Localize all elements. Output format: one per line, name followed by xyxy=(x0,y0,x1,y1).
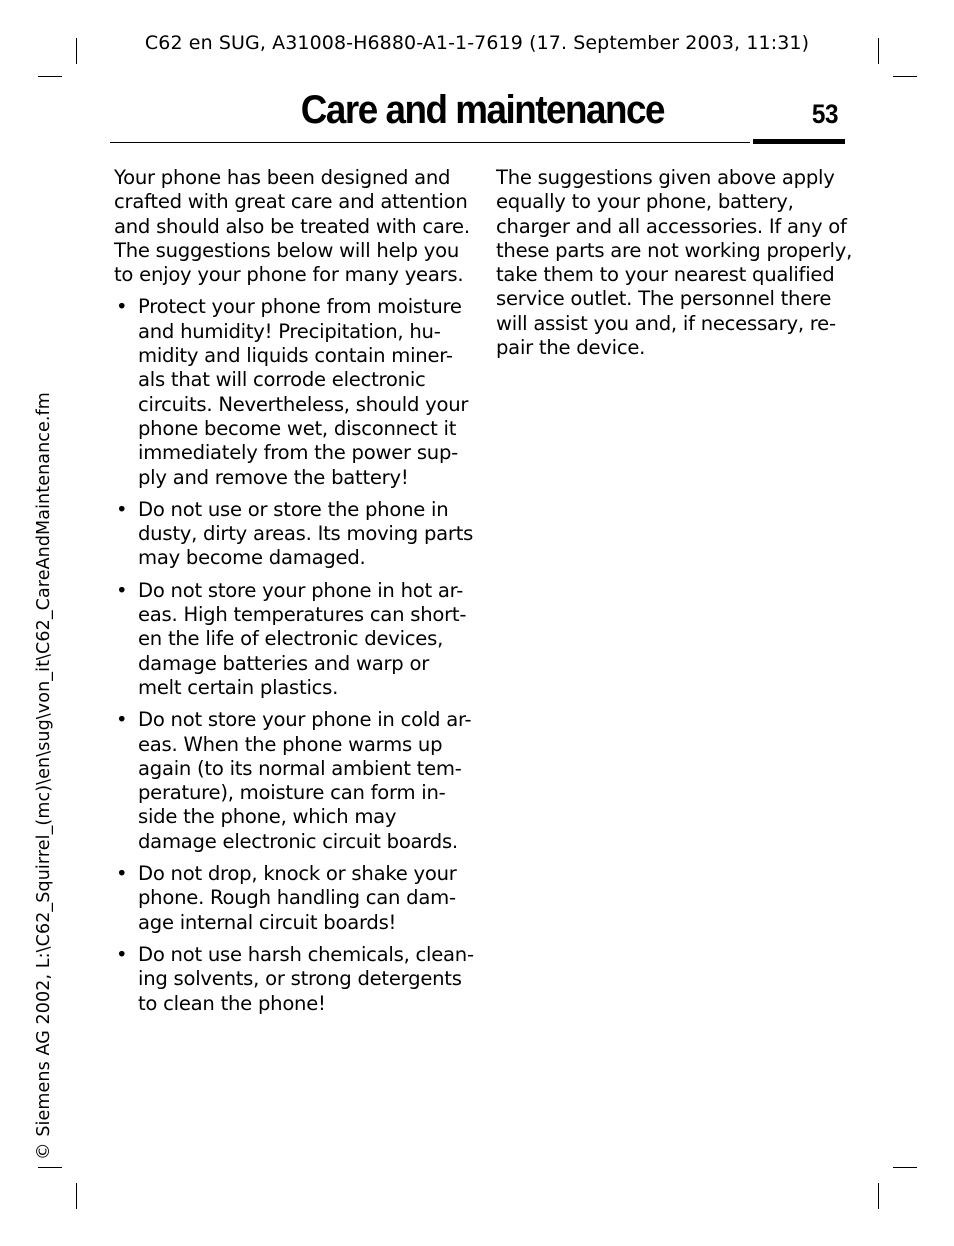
tip-line: • Do not use or store the phone in xyxy=(138,497,449,521)
tip-line: ply and remove the battery! xyxy=(138,465,409,489)
crop-mark-top-left-horizontal xyxy=(38,76,62,77)
care-tip-cold xyxy=(114,708,472,854)
tip-line: ing solvents, or strong detergents xyxy=(138,967,462,991)
tip-line: midity and liquids contain miner- xyxy=(138,344,453,368)
tip-line: als that will corrode electronic xyxy=(138,368,426,392)
print-header: C62 en SUG, A31008-H6880-A1-1-7619 (17. September 2003, 11:31) xyxy=(144,32,810,54)
right-line: The suggestions given above apply xyxy=(496,166,835,189)
right-line: take them to your nearest qualified xyxy=(496,263,835,287)
crop-mark-bottom-left-vertical xyxy=(76,1183,77,1209)
copyright-text: © Siemens AG 2002, L:\C62_Squirrel_(mc)\en\sug\von_it\C62_CareAndMaintenance.fm xyxy=(34,392,54,1160)
page-title: Care and maintenance xyxy=(300,88,664,132)
tip-line: immediately from the power sup- xyxy=(138,441,458,465)
tip-line: dusty, dirty areas. Its moving parts xyxy=(138,522,474,546)
right-line: service outlet. The personnel there xyxy=(496,287,832,311)
tip-line: again (to its normal ambient tem- xyxy=(138,756,462,780)
care-tip-chemicals xyxy=(114,942,474,1016)
crop-mark-top-right-horizontal xyxy=(893,76,917,77)
crop-mark-bottom-right-vertical xyxy=(878,1183,879,1209)
tip-line: • Do not use harsh chemicals, clean- xyxy=(138,942,474,966)
page-number: 53 xyxy=(811,99,839,129)
right-column xyxy=(496,166,853,368)
intro-line: Your phone has been designed and xyxy=(114,166,451,189)
care-tip-moisture xyxy=(114,295,469,489)
tip-line: damage electronic circuit boards. xyxy=(138,829,458,853)
tip-line: • Do not drop, knock or shake your xyxy=(138,862,457,886)
intro-line: crafted with great care and attention xyxy=(114,190,468,214)
tip-line: • Protect your phone from moisture xyxy=(138,295,462,319)
intro-line: The suggestions below will help you xyxy=(114,238,459,262)
crop-mark-bottom-left-horizontal xyxy=(38,1167,62,1168)
tip-line: • Do not store your phone in cold ar- xyxy=(138,708,472,732)
right-line: will assist you and, if necessary, re- xyxy=(496,311,836,335)
tip-line: melt certain plastics. xyxy=(138,675,339,699)
tip-line: may become damaged. xyxy=(138,546,366,570)
tip-line: to clean the phone! xyxy=(138,991,326,1015)
intro-paragraph xyxy=(114,166,470,287)
tip-line: side the phone, which may xyxy=(138,805,397,829)
tip-line: eas. When the phone warms up xyxy=(138,732,443,756)
care-tips-list xyxy=(114,295,474,1015)
tip-line: phone. Rough handling can dam- xyxy=(138,886,456,910)
tip-line: en the life of electronic devices, xyxy=(138,627,444,651)
crop-mark-bottom-right-horizontal xyxy=(893,1167,917,1168)
right-line: pair the device. xyxy=(496,336,646,360)
intro-line: to enjoy your phone for many years. xyxy=(114,263,464,287)
tip-line: phone become wet, disconnect it xyxy=(138,416,457,440)
tip-line: age internal circuit boards! xyxy=(138,910,397,934)
tip-line: and humidity! Precipitation, hu- xyxy=(138,319,441,343)
care-tip-heat xyxy=(114,579,466,700)
care-tip-drop xyxy=(114,862,466,935)
intro-line: and should also be treated with care. xyxy=(114,214,470,238)
right-line: these parts are not working properly, xyxy=(496,238,853,262)
tip-line: • Do not store your phone in hot ar- xyxy=(138,578,464,602)
title-rule xyxy=(110,142,750,143)
left-column xyxy=(114,166,474,1024)
right-line: charger and all accessories. If any of xyxy=(496,214,847,238)
tip-line: eas. High temperatures can short- xyxy=(138,603,467,627)
right-line: equally to your phone, battery, xyxy=(496,190,794,214)
tip-line: circuits. Nevertheless, should your xyxy=(138,392,469,416)
page-number-bar xyxy=(753,139,845,144)
tip-line: damage batteries and warp or xyxy=(138,651,430,675)
accessories-paragraph xyxy=(496,166,853,360)
care-tip-dust xyxy=(114,497,474,571)
tip-line: perature), moisture can form in- xyxy=(138,781,446,805)
